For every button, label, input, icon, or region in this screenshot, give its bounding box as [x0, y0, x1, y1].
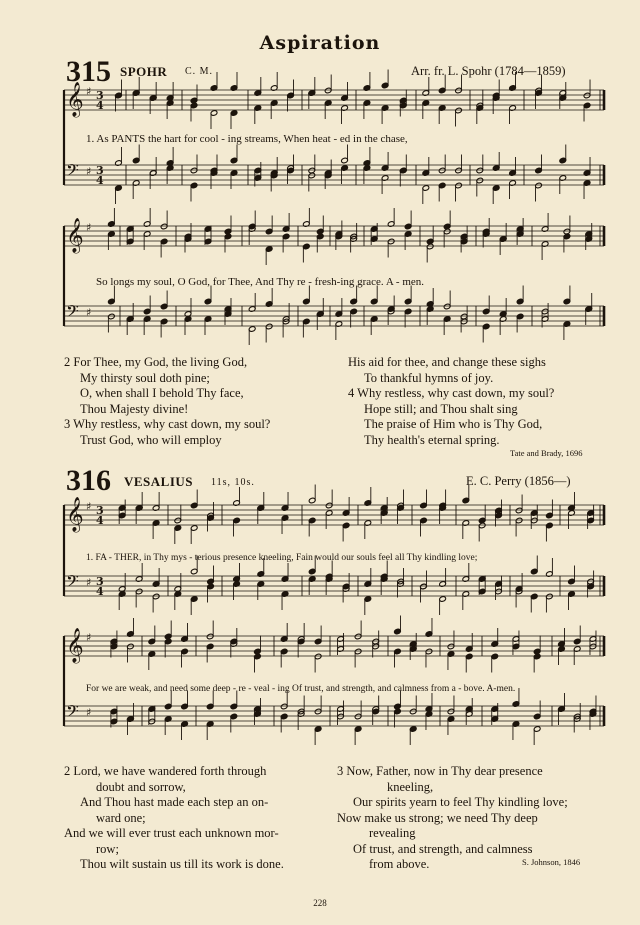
verse-line: Thy health's eternal spring. — [364, 432, 500, 447]
time-signature: 3 — [96, 504, 104, 517]
verse-line: O, when shall I behold Thy face, — [80, 386, 244, 400]
tune-name-spohr: SPOHR — [120, 64, 168, 79]
bass-clef: 𝄢 — [66, 301, 79, 325]
bass-clef: 𝄢 — [66, 571, 79, 595]
composer-credit: E. C. Perry (1856—) — [466, 474, 571, 488]
verse-line: Of trust, and strength, and calmness — [353, 841, 533, 856]
page-number: 228 — [313, 898, 327, 908]
key-signature-sharp: ♯ — [86, 221, 92, 234]
verse-line: Now make us strong; we need Thy deep — [337, 810, 538, 825]
verse-line: 2 For Thee, my God, the living God, — [64, 355, 248, 369]
time-signature: 3 — [96, 575, 104, 588]
verse-line: doubt and sorrow, — [96, 779, 186, 794]
key-signature-sharp: ♯ — [86, 576, 92, 589]
verse-line: And Thou hast made each step an on- — [80, 795, 269, 809]
verse-line: Hope still; and Thou shalt sing — [364, 401, 518, 416]
meter-label: C. M. — [185, 66, 214, 77]
treble-clef: 𝄞 — [66, 82, 84, 117]
lyric-line: 1. FA - THER, in Thy mys - terious presence kneeling, Fain would our souls feel all Thy kindling love; — [86, 553, 478, 563]
author-credit: Tate and Brady, 1696 — [510, 448, 583, 458]
key-signature-sharp: ♯ — [86, 631, 92, 644]
treble-clef: 𝄞 — [66, 628, 84, 663]
bass-clef: 𝄢 — [66, 160, 79, 184]
verses-left — [64, 355, 339, 448]
verses-right — [348, 355, 610, 448]
verse-line: Thou wilt sustain us till its work is done. — [80, 857, 284, 871]
key-signature-sharp: ♯ — [86, 500, 92, 513]
hymn-number-316: 316 — [66, 464, 111, 497]
verse-line: Trust God, who will employ — [80, 432, 222, 447]
time-signature: 4 — [96, 514, 104, 527]
meter-label: 11s, 10s. — [211, 477, 255, 488]
lyric-line: For we are weak, and need some deep - re - veal - ing Of trust, and strength, and calmness from a - bove. A-men. — [86, 684, 516, 694]
key-signature-sharp: ♯ — [86, 706, 92, 719]
verse-line: kneeling, — [387, 779, 434, 794]
key-signature-sharp: ♯ — [86, 85, 92, 98]
verse-line: To thankful hymns of joy. — [364, 370, 494, 385]
verse-line: And we will ever trust each unknown mor- — [64, 826, 279, 840]
time-signature: 4 — [96, 585, 104, 598]
verse-line: from above. — [369, 857, 430, 871]
time-signature: 3 — [96, 164, 104, 177]
verse-line: The praise of Him who is Thy God, — [364, 417, 543, 431]
verse-line: Our spirits yearn to feel Thy kindling love; — [353, 795, 568, 809]
verse-line: 2 Lord, we have wandered forth through — [64, 764, 267, 778]
verse-line: 4 Why restless, why cast down, my soul? — [348, 386, 555, 400]
key-signature-sharp: ♯ — [86, 306, 92, 319]
author-credit: S. Johnson, 1846 — [522, 857, 581, 867]
arranger-credit: Arr. fr. L. Spohr (1784—1859) — [411, 64, 566, 78]
tune-name-vesalius: VESALIUS — [124, 474, 194, 489]
verse-line: My thirsty soul doth pine; — [80, 370, 210, 385]
treble-clef: 𝄞 — [66, 218, 84, 253]
verse-line: 3 Why restless, why cast down, my soul? — [64, 417, 271, 431]
lyric-line: So longs my soul, O God, for Thee, And Thy re - fresh-ing grace. A - men. — [96, 276, 425, 288]
lyric-line: 1. As PANTS the hart for cool - ing streams, When heat - ed in the chase, — [86, 133, 408, 145]
bass-clef: 𝄢 — [66, 701, 79, 725]
verse-line: revealing — [369, 826, 416, 840]
hymn-number-315: 315 — [66, 55, 111, 88]
key-signature-sharp: ♯ — [86, 165, 92, 178]
verse-line: His aid for thee, and change these sighs — [348, 355, 546, 369]
verse-line: Thou Majesty divine! — [80, 401, 189, 416]
verse-line: 3 Now, Father, now in Thy dear presence — [337, 764, 543, 778]
section-title: Aspiration — [259, 32, 381, 54]
time-signature: 3 — [96, 89, 104, 102]
verse-line: ward one; — [96, 810, 146, 825]
treble-clef: 𝄞 — [66, 497, 84, 532]
time-signature: 4 — [96, 99, 104, 112]
time-signature: 4 — [96, 174, 104, 187]
verse-line: row; — [96, 841, 119, 856]
verses-left — [64, 764, 332, 873]
